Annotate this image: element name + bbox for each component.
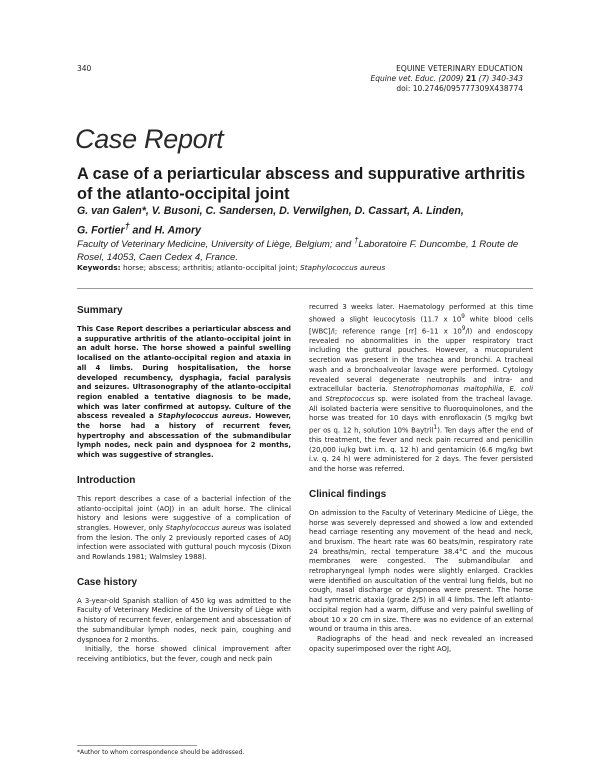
case-history-heading: Case history (77, 576, 138, 588)
journal-name: EQUINE VETERINARY EDUCATION (396, 64, 523, 73)
footnote: *Author to whom correspondence should be addressed. (77, 749, 245, 756)
case-history-para-1: A 3-year-old Spanish stallion of 450 kg was admitted to the Faculty of Veterinary Medicine of the University of Liège with a history of recurrent fever, enlargement and abscessation of the submandibular lymph nodes, neck pain, coughing and dyspnoea for 2 months. (77, 596, 291, 644)
cont-e: and (309, 394, 326, 403)
introduction-text (77, 495, 291, 563)
section-type: Case Report (75, 124, 224, 154)
intro-text-b: was isolated from the lesion. The only 2 previously reported cases of AOJ infection were associated with guttural pouch mycosis (Dixon and Rowlands 1981; Walmsley 1988). (77, 523, 291, 562)
keywords-italic: Staphylococcus aureus (299, 263, 386, 272)
summary-heading: Summary (77, 305, 123, 316)
cont-d: , (502, 385, 510, 394)
intro-text-a: This report describes a case of a bacterial infection of the atlanto-occipital joint (AOJ) in an adult horse. The clinical history and lesions were suggestive of a complication of strangles. However, only (77, 494, 291, 532)
article-title: A case of a periarticular abscess and suppurative arthritis of the atlanto-occipital joint (77, 165, 526, 203)
cont-italic-2: E. coli (509, 385, 533, 394)
journal-header (370, 64, 523, 94)
cont-italic-1: Stenotrophomonas maltophilia (392, 385, 503, 394)
clinical-findings-para-1: On admission to the Faculty of Veterinary Medicine of Liège, the horse was severely depressed and showed a low and extended head carriage resenting any movement of the head and neck, and bruxism. The heart rate was 60 beats/min, respiratory rate 24 breaths/min, rectal temperature 38.4°C and the mucous membranes were congested. The submandibular and retropharyngeal lymph nodes were slightly enlarged. Crackles were identified on auscultation of the ventral lung fields, but no cough, nasal discharge or dyspnoea were present. The horse had symmetric ataxia (grade 2/5) in all 4 limbs. The left atlanto-occipital region had a warm, diffuse and very painful swelling of about 10 x 20 cm in size. There was no evidence of an external wound or trauma in this area. (309, 508, 533, 634)
intro-text-italic: Staphylococcus aureus (165, 523, 246, 532)
authors-line-1: G. van Galen*, V. Busoni, C. Sandersen, D. Verwilghen, D. Cassart, A. Linden, (77, 205, 464, 217)
affil-dagger: † (353, 236, 359, 245)
keywords (77, 263, 533, 272)
doi: doi: 10.2746/095777309X438774 (396, 84, 523, 93)
introduction-heading: Introduction (77, 474, 136, 486)
summary-text-italic: Staphylococcus aureus (157, 412, 249, 421)
affiliations (77, 234, 533, 264)
case-history-continued (309, 303, 533, 475)
keywords-text: horse; abscess; arthritis; atlanto-occipital joint; (120, 263, 300, 272)
keywords-label: Keywords: (77, 263, 121, 272)
cont-italic-3: Streptococcus (325, 394, 375, 403)
footnote-divider (77, 745, 197, 746)
dagger-mark: † (124, 221, 130, 231)
summary-text-b: . However, the horse had a history of recurrent fever, hypertrophy and abscessation of the submandibular lymph nodes, neck pain and dyspnoea for 2 months, which was suggestive of strangles. (77, 412, 291, 460)
clinical-findings-heading: Clinical findings (309, 488, 387, 500)
summary-text-a: This Case Report describes a periarticular abscess and a suppurative arthritis of the atlanto-occipital joint in an adult horse. The horse showed a painful swelling localised on the atlanto-occipital region and ataxia in all 4 limbs. During hospitalisation, the horse developed recumbency, dysphagia, facial paralysis and seizures. Ultrasonography of the atlanto-occipital region enabled a tentative diagnosis to be made, which was later confirmed at autopsy. Culture of the abscess revealed a (77, 325, 291, 421)
right-column (309, 303, 533, 654)
left-column (77, 303, 291, 665)
case-history-text (77, 597, 291, 665)
citation (370, 74, 523, 84)
clinical-findings-para-2: Radiographs of the head and neck revealed an increased opacity superimposed over the right AOJ, (309, 634, 533, 653)
affil-liege: Faculty of Veterinary Medicine, University of Liège, Belgium; and (77, 239, 354, 251)
cont-sup-1: 9 (461, 313, 465, 320)
cont-sup-2: 9 (461, 325, 466, 332)
clinical-findings-text (309, 509, 533, 655)
cont-b: white blood cells [WBC]/l; reference range [rr] 6–11 x 10 (309, 315, 533, 335)
cont-f: sp. were isolated from the tracheal lavage. All isolated bacteria were sensitive to fluoroquinolones, and the horse was treated for 10 days with enrofloxacin (5 mg/kg bwt per os q. 12 h, solution 10% Baytril (309, 394, 533, 435)
cont-sup-3: 1 (433, 425, 438, 432)
citation-year: (2009) (438, 74, 464, 83)
citation-abbrev: Equine vet. Educ. (370, 74, 437, 83)
affil-duncombe: Laboratoire F. Duncombe, 1 Route de Rosel, 14053, Caen Cedex 4, France. (77, 239, 519, 264)
citation-issue-pages: (7) 340-343 (478, 74, 523, 83)
cont-c: /l) and endoscopy revealed no abnormalities in the upper respiratory tract including the guttural pouches. However, a mucopurulent secretion was present in the trachea and bronchi. A tracheal wash and a bronchoalveolar lavage were performed. Cytology revealed several degenerate neutrophils and intra- and extracellular bacteria. (309, 327, 533, 394)
cont-a: recurred 3 weeks later. Haematology performed at this time showed a slight leucocytosis (11.7 x 10 (309, 303, 533, 323)
case-history-para-2: Initially, the horse showed clinical improvement after receiving antibiotics, but the fever, cough and neck pain (77, 645, 291, 663)
author-fortier: G. Fortier (77, 224, 125, 237)
page-number: 340 (77, 64, 92, 73)
cont-g: ). Ten days after the end of this treatment, the fever and neck pain recurred and penicillin (20,000 iu/kg bwt i.m. q. 12 h) and gentamicin (6.6 mg/kg bwt i.v. q. 24 h) were administered for 2 days. The fever persisted and the horse was referred. (309, 426, 533, 474)
header-divider (77, 288, 533, 289)
citation-volume: 21 (465, 74, 477, 83)
author-amory: and H. Amory (129, 224, 202, 237)
summary-text (77, 325, 291, 461)
